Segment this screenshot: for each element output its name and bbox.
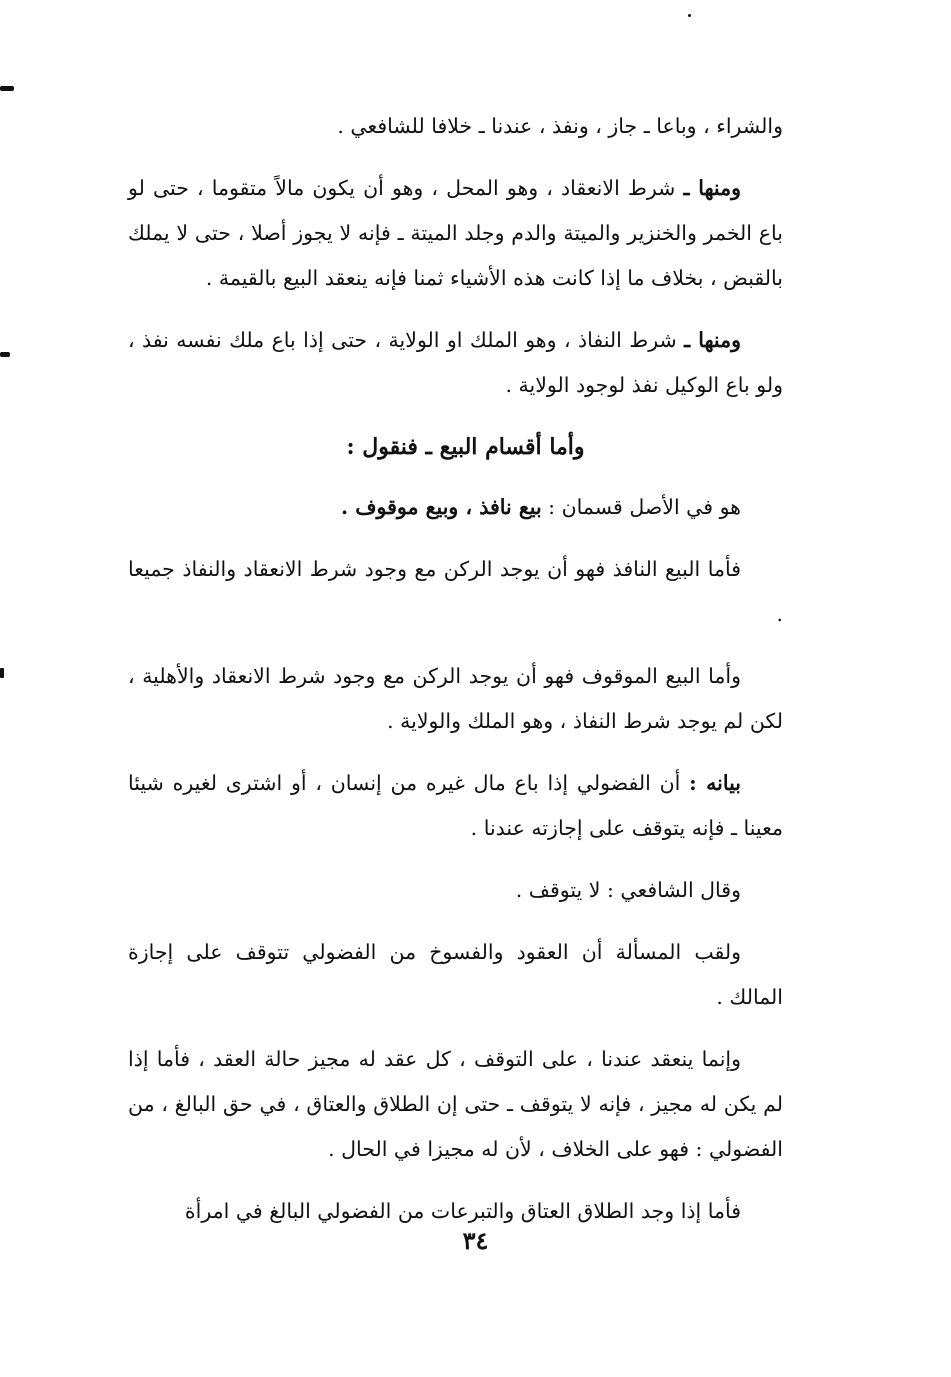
paragraph-text: شرط النفاذ ، وهو الملك او الولاية ، حتى إذا باع ملك نفسه نفذ ، ولو باع الوكيل نفذ لوجود الولاية .	[128, 328, 783, 397]
paragraph-contract-condition	[128, 166, 783, 301]
paragraph-shafii-view	[128, 868, 783, 913]
paragraph-text: وقال الشافعي : لا يتوقف .	[515, 878, 741, 902]
scan-binding-mark	[0, 668, 4, 678]
paragraph-execution-condition	[128, 318, 783, 408]
paragraph-text: فأما إذا وجد الطلاق العتاق والتبرعات من الفضولي البالغ في امرأة	[184, 1199, 741, 1223]
paragraph-text: شرط الانعقاد ، وهو المحل ، وهو أن يكون مالاً متقوما ، حتى لو باع الخمر والخنزير والميتة والدم وجلد الميتة ـ فإنه لا يجوز أصلا ، حتى لا يملك بالقبض ، بخلاف ما إذا كانت هذه الأشياء ثمنا فإنه ينعقد البيع بالقيمة .	[128, 176, 783, 290]
paragraph-text: ولقب المسألة أن العقود والفسوخ من الفضولي تتوقف على إجازة المالك .	[128, 940, 783, 1009]
paragraph-division	[128, 485, 783, 530]
paragraph-issue-title	[128, 930, 783, 1020]
paragraph-text: والشراء ، وباعا ـ جاز ، ونفذ ، عندنا ـ خلافا للشافعي .	[337, 114, 783, 138]
paragraph-suspended-sale	[128, 654, 783, 744]
scan-binding-mark	[0, 352, 10, 357]
paragraph-contract-approval	[128, 1037, 783, 1172]
paragraph-text: وأما البيع الموقوف فهو أن يوجد الركن مع وجود شرط الانعقاد والأهلية ، لكن لم يوجد شرط النفاذ ، وهو الملك والولاية .	[128, 664, 783, 733]
page-body-text	[128, 104, 783, 1251]
paragraph-text: فأما البيع النافذ فهو أن يوجد الركن مع وجود شرط الانعقاد والنفاذ جميعا .	[128, 557, 783, 626]
paragraph-text: أن الفضولي إذا باع مال غيره من إنسان ، أو اشترى لغيره شيئا معينا ـ فإنه يتوقف على إجازته عندنا .	[128, 771, 783, 840]
division-bold: بيع نافذ ، وبيع موقوف .	[340, 495, 542, 519]
paragraph-lead: بيانه :	[689, 771, 741, 795]
scan-speck	[688, 14, 691, 17]
division-prefix: هو في الأصل قسمان :	[541, 495, 741, 519]
scan-binding-mark	[0, 86, 14, 91]
paragraph-text: وإنما ينعقد عندنا ، على التوقف ، كل عقد له مجيز حالة العقد ، فأما إذا لم يكن له مجيز ، فإنه لا يتوقف ـ حتى إن الطلاق والعتاق ، في حق البالغ ، من الفضولي : فهو على الخلاف ، لأن له مجيزا في الحال .	[128, 1047, 783, 1161]
paragraph-effective-sale	[128, 547, 783, 637]
paragraph-explanation	[128, 761, 783, 851]
section-heading: وأما أقسام البيع ـ فنقول :	[346, 434, 585, 460]
paragraph-continuation	[128, 104, 783, 149]
paragraph-lead: ومنها ـ	[684, 328, 741, 352]
paragraph-lead: ومنها ـ	[683, 176, 742, 200]
page-number: ٣٤	[462, 1226, 489, 1255]
